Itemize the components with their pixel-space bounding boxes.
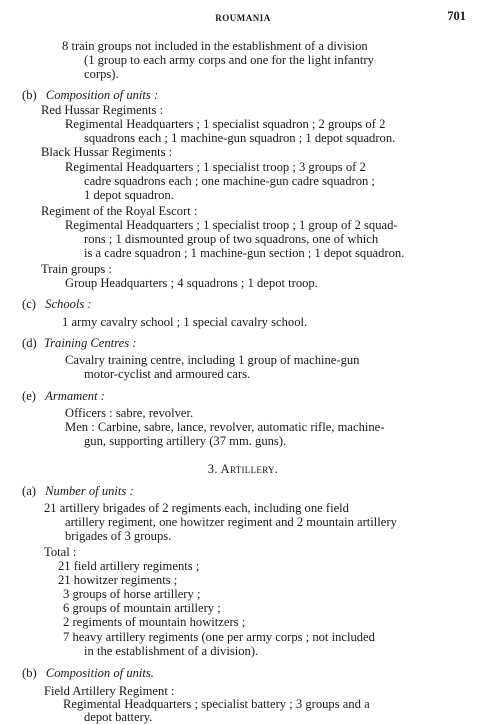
section-title: Composition of units : — [45, 88, 159, 102]
section-label: (a) — [22, 484, 36, 498]
running-header — [0, 9, 486, 25]
total-item: 6 groups of mountain artillery ; — [63, 601, 221, 615]
black-hussar-line: cadre squadrons each ; one machine-gun cadre squadron ; — [84, 174, 375, 188]
intro-paragraph — [62, 39, 368, 53]
schools-line: 1 army cavalry school ; 1 special cavalry school. — [62, 315, 308, 329]
royal-escort-line: Regimental Headquarters ; 1 specialist troop ; 1 group of 2 squad- — [65, 218, 398, 232]
section-label: (e) — [22, 389, 36, 403]
section-c-heading — [22, 297, 92, 311]
intro-continuation — [84, 53, 374, 81]
intro-line: corps). — [84, 67, 119, 82]
section-title: Armament : — [45, 389, 105, 403]
section-title: Schools : — [45, 297, 92, 311]
section-label: (b) — [22, 666, 37, 680]
royal-escort-line: is a cadre squadron ; 1 machine-gun section ; 1 depot squadron. — [84, 246, 405, 260]
intro-line: 8 train groups not included in the establishment of a division — [62, 39, 368, 53]
page-number: 701 — [447, 9, 466, 23]
red-hussar-line: squadrons each ; 1 machine-gun squadron ; 1 depot squadron. — [84, 131, 396, 145]
field-artillery-heading: Field Artillery Regiment : — [44, 684, 175, 698]
intro-line: (1 group to each army corps and one for the light infantry — [84, 53, 374, 67]
section-b-heading — [22, 88, 158, 102]
armament-men-line: Men : Carbine, sabre, lance, revolver, automatic rifle, machine- — [65, 420, 385, 434]
training-line: Cavalry training centre, including 1 group of machine-gun — [65, 353, 360, 367]
section-title: Training Centres : — [43, 336, 137, 350]
artillery-heading: 3. Artillery. — [207, 462, 279, 476]
train-groups-heading: Train groups : — [41, 262, 112, 276]
total-item: 21 howitzer regiments ; — [58, 573, 178, 587]
training-line: motor-cyclist and armoured cars. — [84, 367, 251, 381]
artillery-a-line: artillery regiment, one howitzer regiment and 2 mountain artillery — [65, 515, 397, 529]
red-hussar-heading: Red Hussar Regiments : — [41, 103, 164, 117]
running-title: ROUMANIA — [215, 13, 271, 23]
armament-men-line: gun, supporting artillery (37 mm. guns). — [84, 434, 287, 448]
section-title: Composition of units. — [45, 666, 154, 680]
total-label: Total : — [44, 545, 77, 559]
train-groups-line: Group Headquarters ; 4 squadrons ; 1 depot troop. — [65, 276, 318, 290]
artillery-b-heading — [22, 666, 154, 680]
artillery-a-line: 21 artillery brigades of 2 regiments each, including one field — [44, 501, 349, 515]
armament-officers: Officers : sabre, revolver. — [65, 406, 194, 420]
royal-escort-line: rons ; 1 dismounted group of two squadrons, one of which — [84, 232, 379, 246]
black-hussar-line: Regimental Headquarters ; 1 specialist troop ; 3 groups of 2 — [65, 160, 366, 174]
artillery-a-heading — [22, 484, 134, 498]
section-d-heading — [22, 336, 136, 350]
red-hussar-line: Regimental Headquarters ; 1 specialist squadron ; 2 groups of 2 — [65, 117, 386, 131]
section-label: (c) — [22, 297, 36, 311]
section-label: (b) — [22, 88, 37, 102]
heavy-artillery-line: in the establishment of a division). — [84, 644, 259, 658]
total-item: 2 regiments of mountain howitzers ; — [63, 615, 246, 629]
total-item: 21 field artillery regiments ; — [58, 559, 200, 573]
section-label: (d) — [22, 336, 37, 350]
section-e-heading — [22, 389, 105, 403]
artillery-a-line: brigades of 3 groups. — [65, 529, 172, 543]
section-title: Number of units : — [45, 484, 134, 498]
black-hussar-line: 1 depot squadron. — [84, 188, 174, 202]
black-hussar-heading: Black Hussar Regiments : — [41, 145, 173, 159]
heavy-artillery-line: 7 heavy artillery regiments (one per army corps ; not included — [63, 630, 375, 644]
royal-escort-heading: Regiment of the Royal Escort : — [41, 204, 198, 218]
total-item: 3 groups of horse artillery ; — [63, 587, 201, 601]
field-artillery-line: depot battery. — [84, 710, 153, 724]
field-artillery-line: Regimental Headquarters ; specialist battery ; 3 groups and a — [63, 697, 370, 711]
